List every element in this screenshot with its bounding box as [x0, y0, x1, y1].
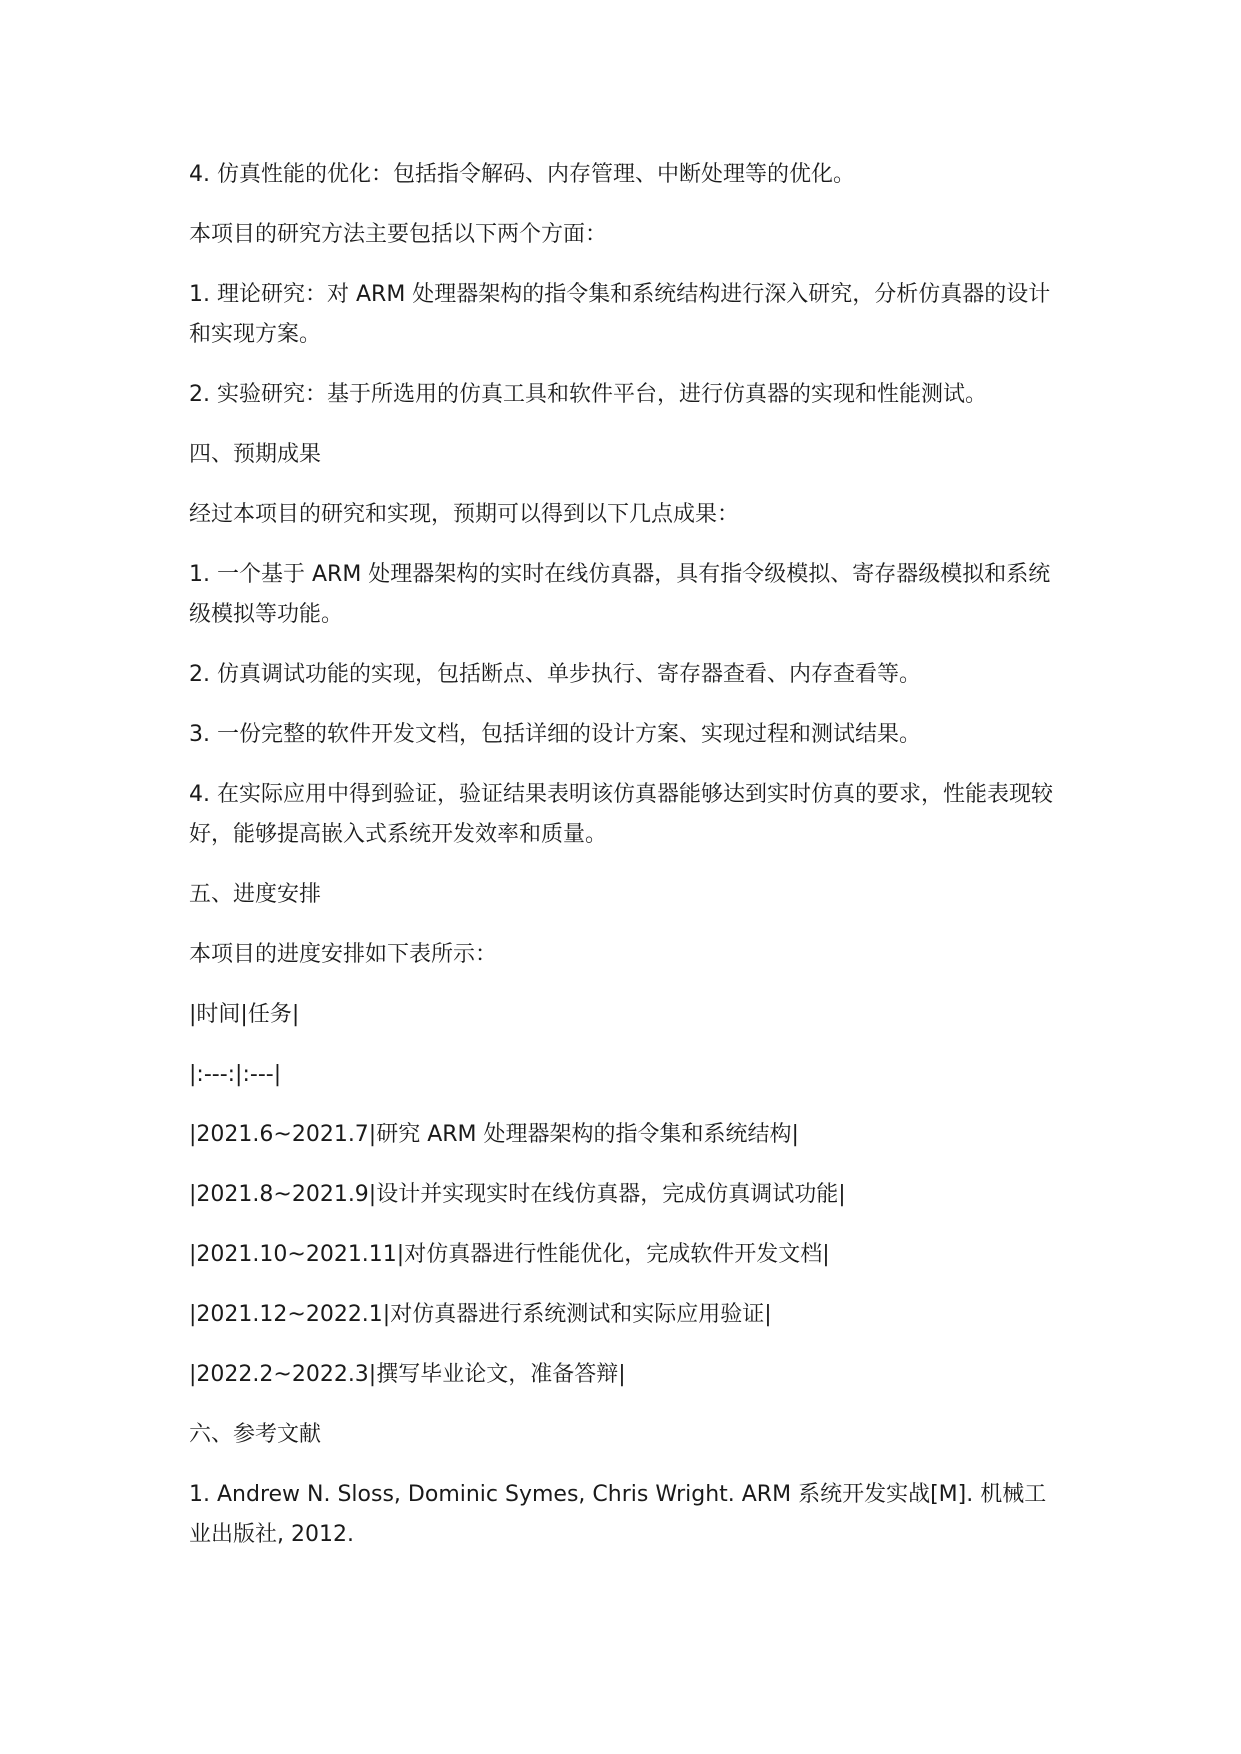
list-item-expected-3: 3. 一份完整的软件开发文档，包括详细的设计方案、实现过程和测试结果。: [189, 722, 921, 747]
list-item-expected-4: 4. 在实际应用中得到验证，验证结果表明该仿真器能够达到实时仿真的要求，性能表现较好，能够提高嵌入式系统开发效率和质量。: [189, 782, 1053, 847]
list-item-expected-2: 2. 仿真调试功能的实现，包括断点、单步执行、寄存器查看、内存查看等。: [189, 662, 921, 687]
section-heading-expected-results: 四、预期成果: [189, 442, 322, 467]
schedule-table-separator: |:---:|:---|: [189, 1062, 282, 1087]
paragraph-methods-intro: 本项目的研究方法主要包括以下两个方面：: [189, 222, 608, 247]
paragraph-expected-intro: 经过本项目的研究和实现，预期可以得到以下几点成果：: [189, 502, 740, 527]
paragraph-optimization-item: 4. 仿真性能的优化：包括指令解码、内存管理、中断处理等的优化。: [189, 162, 855, 187]
reference-item-1: 1. Andrew N. Sloss, Dominic Symes, Chris Wright. ARM 系统开发实战[M]. 机械工业出版社, 2012.: [189, 1482, 1047, 1547]
paragraph-method-experiment: 2. 实验研究：基于所选用的仿真工具和软件平台，进行仿真器的实现和性能测试。: [189, 382, 987, 407]
schedule-table-row: |2021.8~2021.9|设计并实现实时在线仿真器，完成仿真调试功能|: [189, 1182, 846, 1207]
document-body: [189, 155, 1059, 1575]
paragraph-schedule-intro: 本项目的进度安排如下表所示：: [189, 942, 498, 967]
schedule-table-row: |2021.12~2022.1|对仿真器进行系统测试和实际应用验证|: [189, 1302, 772, 1327]
schedule-table-row: |2021.6~2021.7|研究 ARM 处理器架构的指令集和系统结构|: [189, 1122, 799, 1147]
paragraph-method-theory: 1. 理论研究：对 ARM 处理器架构的指令集和系统结构进行深入研究，分析仿真器的设计和实现方案。: [189, 282, 1051, 347]
schedule-table-header: |时间|任务|: [189, 1002, 300, 1027]
section-heading-schedule: 五、进度安排: [189, 882, 322, 907]
schedule-table-row: |2022.2~2022.3|撰写毕业论文，准备答辩|: [189, 1362, 626, 1387]
schedule-table-row: |2021.10~2021.11|对仿真器进行性能优化，完成软件开发文档|: [189, 1242, 830, 1267]
section-heading-references: 六、参考文献: [189, 1422, 322, 1447]
list-item-expected-1: 1. 一个基于 ARM 处理器架构的实时在线仿真器，具有指令级模拟、寄存器级模拟和系统级模拟等功能。: [189, 562, 1051, 627]
